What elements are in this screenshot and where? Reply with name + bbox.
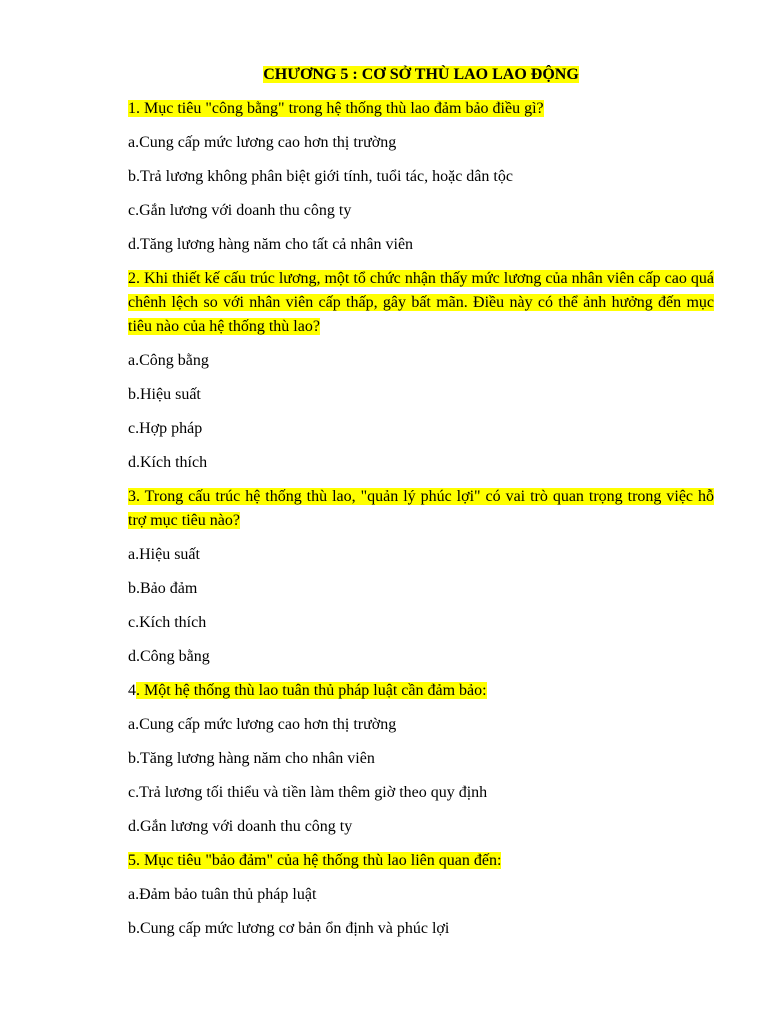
question-highlight: 1. Mục tiêu "công bằng" trong hệ thống thù lao đảm bảo điều gì? (128, 100, 544, 117)
question-block (128, 267, 714, 475)
question-text (128, 97, 714, 121)
question-text (128, 485, 714, 533)
question-text (128, 679, 714, 703)
answer-option: d.Tăng lương hàng năm cho tất cả nhân viên (128, 236, 414, 253)
answer-option: a.Công bằng (128, 352, 209, 369)
document-page (128, 63, 714, 951)
answer-option: c.Trả lương tối thiểu và tiền làm thêm giờ theo quy định (128, 784, 488, 801)
question-highlight: . Một hệ thống thù lao tuân thủ pháp luật cần đảm bảo: (136, 682, 487, 699)
answer-option: a.Đảm bảo tuân thủ pháp luật (128, 886, 317, 903)
question-highlight: 2. Khi thiết kế cấu trúc lương, một tổ chức nhận thấy mức lương của nhân viên cấp cao quá chênh lệch so với nhân viên cấp thấp, gây bất mãn. Điều này có thể ảnh hưởng đến mục tiêu nào của hệ thống thù lao? (128, 270, 714, 335)
question-highlight: 5. Mục tiêu "bảo đảm" của hệ thống thù lao liên quan đến: (128, 852, 502, 869)
answer-option: c.Kích thích (128, 614, 207, 631)
question-number: 4 (128, 682, 136, 699)
answer-option: a.Hiệu suất (128, 546, 200, 563)
question-block (128, 679, 714, 839)
answer-option: c.Hợp pháp (128, 420, 203, 437)
question-block (128, 97, 714, 257)
answer-option: b.Hiệu suất (128, 386, 201, 403)
answer-option: c.Gắn lương với doanh thu công ty (128, 202, 352, 219)
answer-option: b.Tăng lương hàng năm cho nhân viên (128, 750, 375, 767)
answer-option: d.Công bằng (128, 648, 210, 665)
answer-option: a.Cung cấp mức lương cao hơn thị trường (128, 134, 397, 151)
answer-option: b.Trả lương không phân biệt giới tính, tuổi tác, hoặc dân tộc (128, 168, 513, 185)
answer-option: a.Cung cấp mức lương cao hơn thị trường (128, 716, 397, 733)
question-text (128, 849, 714, 873)
question-block (128, 485, 714, 669)
chapter-title-text: CHƯƠNG 5 : CƠ SỞ THÙ LAO LAO ĐỘNG (263, 66, 579, 83)
chapter-title (128, 63, 714, 87)
answer-option: b.Cung cấp mức lương cơ bản ổn định và phúc lợi (128, 920, 450, 937)
answer-option: b.Bảo đảm (128, 580, 198, 597)
question-block (128, 849, 714, 941)
question-highlight: 3. Trong cấu trúc hệ thống thù lao, "quản lý phúc lợi" có vai trò quan trọng trong việc hỗ trợ mục tiêu nào? (128, 488, 714, 529)
question-text (128, 267, 714, 339)
answer-option: d.Gắn lương với doanh thu công ty (128, 818, 353, 835)
answer-option: d.Kích thích (128, 454, 208, 471)
